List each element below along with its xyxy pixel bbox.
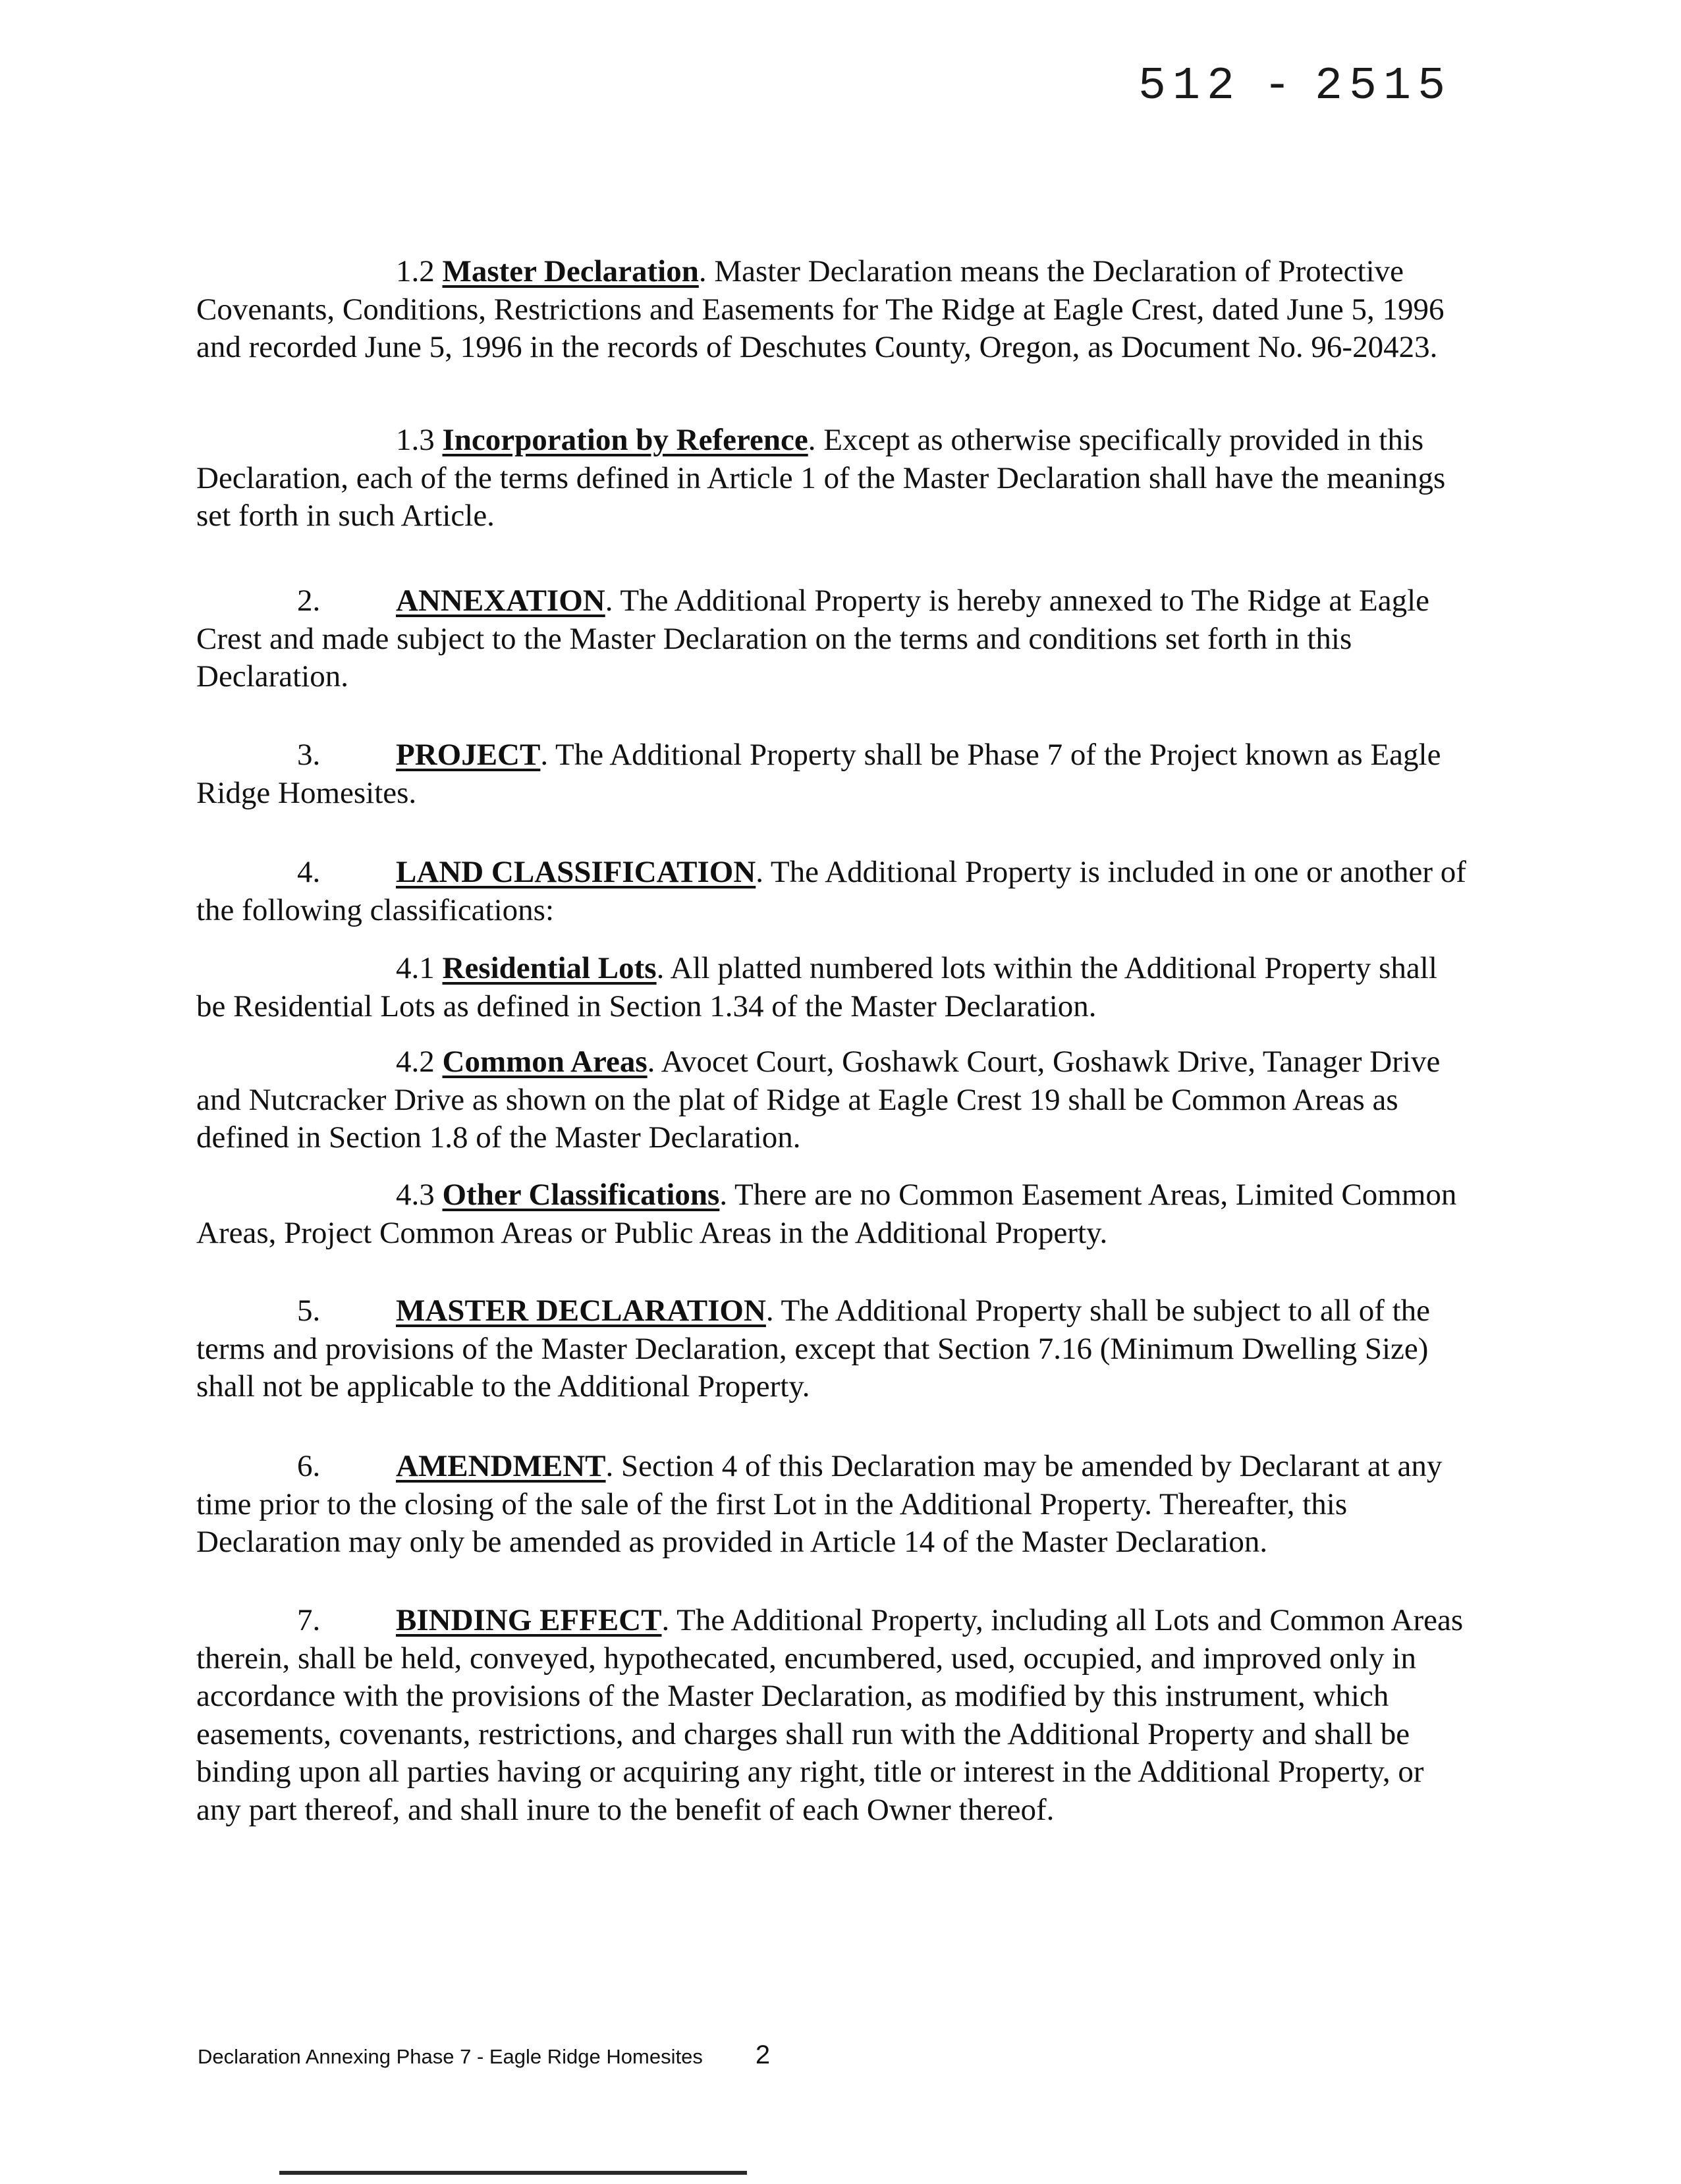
section-text: . The Additional Property shall be Phase 7 of the Project known as Eagle Ridge Homesites. xyxy=(196,738,1441,810)
section-heading: LAND CLASSIFICATION xyxy=(396,855,756,889)
section-text: . Except as otherwise specifically provided in this Declaration, each of the terms defined in Article 1 of the Master Declaration shall have the meanings set forth in such Article. xyxy=(196,423,1446,533)
section-text: . All platted numbered lots within the Additional Property shall be Residential Lots as defined in Section 1.34 of the Master Declaration. xyxy=(196,951,1437,1024)
section-text: . The Additional Property shall be subject to all of the terms and provisions of the Master Declaration, except that Section 7.16 (Minimum Dwelling Size) shall not be applicable to the Additional Property. xyxy=(196,1294,1431,1404)
section-text: . The Additional Property is hereby annexed to The Ridge at Eagle Crest and made subject to the Master Declaration on the terms and conditions set forth in this Declaration. xyxy=(196,584,1430,694)
section-2 xyxy=(196,582,1473,696)
section-number: 3. xyxy=(297,738,321,772)
section-heading: AMENDMENT xyxy=(396,1449,606,1483)
section-3 xyxy=(196,736,1473,812)
section-4-1 xyxy=(196,950,1473,1025)
section-heading: Incorporation by Reference xyxy=(442,423,808,457)
section-text: . The Additional Property, including all Lots and Common Areas therein, shall be held, conveyed, hypothecated, encumbered, used, occupied, and improved only in accordance with the provisions of the Master Declaration, as modified by this instrument, which easements, covenants, restrictions, and charges shall run with the Additional Property and shall be binding upon all parties having or acquiring any right, title or interest in the Additional Property, or any part thereof, and shall inure to the benefit of each Owner thereof. xyxy=(196,1603,1464,1827)
section-number: 6. xyxy=(297,1449,321,1483)
section-number: 4.2 xyxy=(396,1045,435,1079)
section-heading: Other Classifications xyxy=(442,1178,720,1212)
section-heading: MASTER DECLARATION xyxy=(396,1294,766,1328)
section-heading: PROJECT xyxy=(396,738,541,772)
section-heading: Common Areas xyxy=(442,1045,648,1079)
section-number: 4. xyxy=(297,855,321,889)
section-4-3 xyxy=(196,1176,1473,1252)
section-heading: ANNEXATION xyxy=(396,584,605,618)
section-text: . There are no Common Easement Areas, Limited Common Areas, Project Common Areas or Public Areas in the Additional Property. xyxy=(196,1178,1457,1250)
section-number: 7. xyxy=(297,1603,321,1637)
section-number: 5. xyxy=(297,1294,321,1328)
stamp-page-number: 2515 xyxy=(1315,61,1452,113)
section-text: . Master Declaration means the Declaration of Protective Covenants, Conditions, Restrictions and Easements for The Ridge at Eagle Crest, dated June 5, 1996 and recorded June 5, 1996 in the records of Deschutes County, Oregon, as Document No. 96-20423. xyxy=(196,254,1445,364)
footer-page-number: 2 xyxy=(755,2040,771,2069)
section-4 xyxy=(196,854,1473,929)
document-number-stamp xyxy=(1138,61,1452,113)
section-6 xyxy=(196,1448,1473,1562)
section-4-2 xyxy=(196,1043,1473,1157)
section-number: 1.3 xyxy=(396,423,435,457)
section-heading: Master Declaration xyxy=(442,254,699,288)
section-number: 1.2 xyxy=(396,254,435,288)
section-heading: Residential Lots xyxy=(442,951,657,985)
bottom-rule xyxy=(279,2171,747,2175)
section-text: . Avocet Court, Goshawk Court, Goshawk Drive, Tanager Drive and Nutcracker Drive as shown on the plat of Ridge at Eagle Crest 19 shall be Common Areas as defined in Section 1.8 of the Master Declaration. xyxy=(196,1045,1441,1155)
section-5 xyxy=(196,1292,1473,1406)
stamp-separator: - xyxy=(1263,61,1298,113)
section-text: . Section 4 of this Declaration may be amended by Declarant at any time prior to the closing of the sale of the first Lot in the Additional Property. Thereafter, this Declaration may only be amended as provided in Article 14 of the Master Declaration. xyxy=(196,1449,1443,1559)
stamp-book-number: 512 xyxy=(1138,61,1242,113)
section-1-2 xyxy=(196,253,1473,367)
section-7 xyxy=(196,1602,1473,1829)
section-number: 2. xyxy=(297,584,321,618)
section-number: 4.3 xyxy=(396,1178,435,1212)
section-number: 4.1 xyxy=(396,951,435,985)
section-heading: BINDING EFFECT xyxy=(396,1603,662,1637)
footer-title: Declaration Annexing Phase 7 - Eagle Ridge Homesites xyxy=(198,2045,703,2068)
section-text: . The Additional Property is included in one or another of the following classifications: xyxy=(196,855,1466,927)
section-1-3 xyxy=(196,422,1473,535)
page-footer xyxy=(198,2040,770,2070)
